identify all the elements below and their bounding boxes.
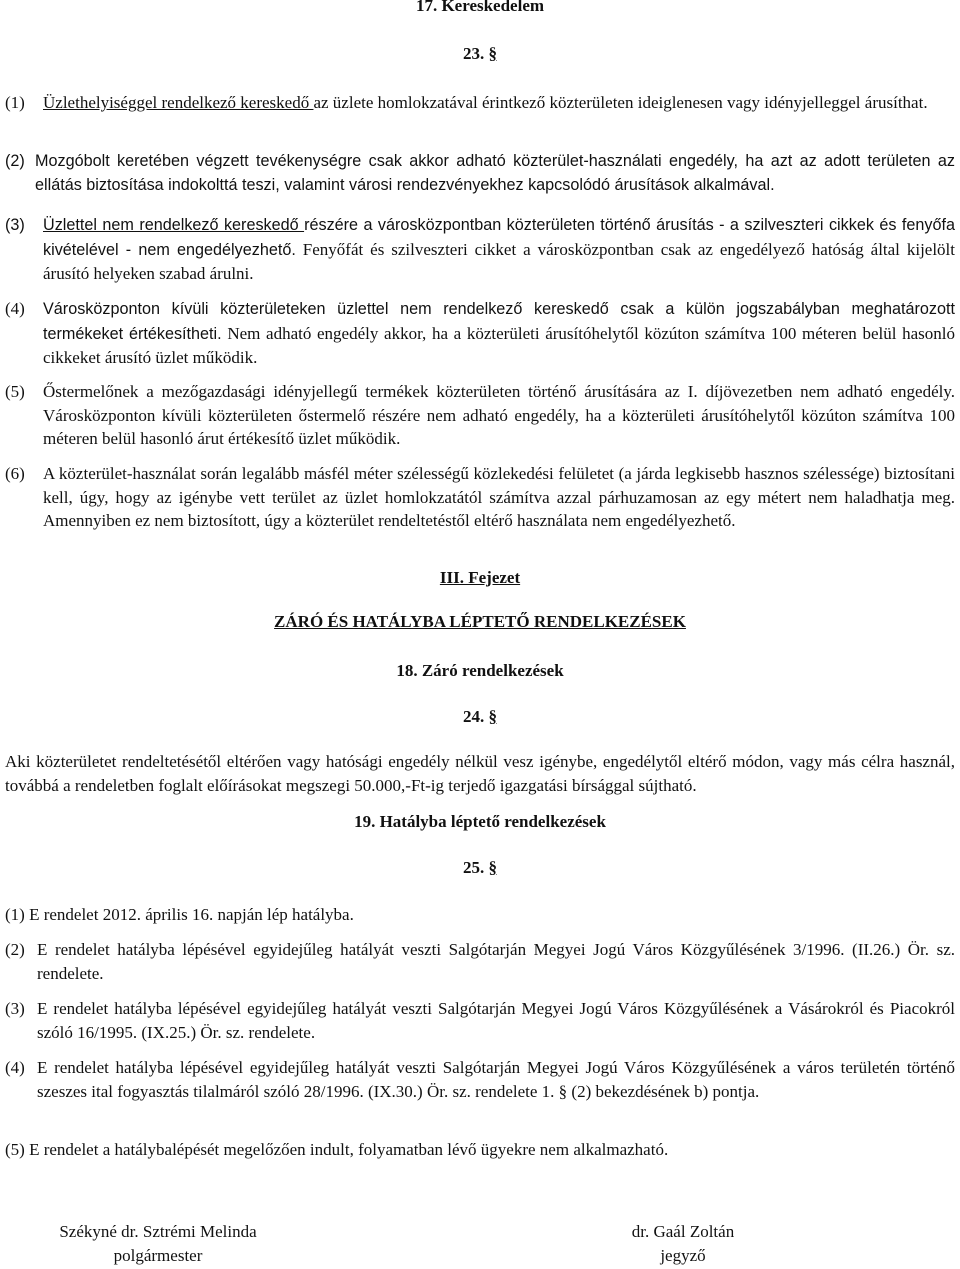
underlined-term: Üzlettel nem rendelkező kereskedő xyxy=(43,216,305,234)
paragraph-text: Aki közterületet rendeltetésétől eltérően vagy hatósági engedély nélkül vesz igénybe, engedélytől eltérő módon, vagy más célra használ, továbbá a rendeletben foglalt előírásokat megszegi 50.000,-Ft-ig terjedő igazgatási bírsággal sújtható. xyxy=(5,752,955,795)
paragraph-text: E rendelet hatályba lépésével egyidejűleg hatályát veszti Salgótarján Megyei Jogú Város Közgyűlésének a város területén történő szeszes ital fogyasztás tilalmáról szóló 28/1996. (IX.30.) Ör. sz. rendelete 1. § (2) bekezdésének b) pontja. xyxy=(37,1058,955,1101)
paragraph-number: (4) xyxy=(5,1058,25,1077)
signature-mayor xyxy=(40,1220,276,1268)
section-number: 25. xyxy=(463,858,485,877)
paragraph-text: E rendelet hatályba lépésével egyidejűleg hatályát veszti Salgótarján Megyei Jogú Város Közgyűlésének 3/1996. (II.26.) Ör. sz. rendelete. xyxy=(37,940,955,983)
section-symbol: § xyxy=(488,707,497,726)
paragraph-25-3 xyxy=(5,997,955,1044)
paragraph-text: részére a városközpontban közterületen történő árusítás - a szilveszteri cikkek és fenyőfa kivételével - nem engedélyezhető. xyxy=(43,216,955,259)
paragraph-25-2 xyxy=(5,938,955,985)
section-19-title: 19. Hatályba léptető rendelkezések xyxy=(354,812,606,831)
section-18-title: 18. Záró rendelkezések xyxy=(396,661,564,680)
section-symbol: § xyxy=(488,858,497,877)
section-number: 24. xyxy=(463,707,485,726)
paragraph-text: (5) E rendelet a hatálybalépését megelőzően indult, folyamatban lévő ügyekre nem alkalmazható. xyxy=(5,1140,669,1159)
paragraph-text-continued: Nem adható engedély akkor, ha a közterületi árusítóhelytől közúton számítva 100 méteren belül hasonló cikkeket árusító üzlet működik. xyxy=(43,323,955,367)
paragraph-number: (3) xyxy=(5,216,25,234)
paragraph-23-4 xyxy=(5,297,955,370)
paragraph-text: (1) E rendelet 2012. április 16. napján lép hatályba. xyxy=(5,905,354,924)
paragraph-number: (5) xyxy=(5,382,25,401)
signatory-role: polgármester xyxy=(113,1246,203,1265)
paragraph-23-1 xyxy=(5,91,955,115)
paragraph-24 xyxy=(5,750,955,797)
paragraph-number: (1) xyxy=(5,93,25,112)
chapter-heading: 17. Kereskedelem xyxy=(415,0,545,15)
paragraph-text: E rendelet hatályba lépésével egyidejűleg hatályát veszti Salgótarján Megyei Jogú Város Közgyűlésének a Vásárokról és Piacokról szóló 16/1995. (IX.25.) Ör. sz. rendelete. xyxy=(37,999,955,1042)
paragraph-text: Őstermelőnek a mezőgazdasági idényjellegű termékek közterületen történő árusítására az I. díjövezetben nem adható engedély. Városközponton kívüli közterületen őstermelő részére nem adható engedély, ha a közterületi árusítóhelytől közúton számítva 100 méteren belül hasonló árut értékesítő üzlet működik. xyxy=(43,382,955,448)
paragraph-text: A közterület-használat során legalább másfél méter szélességű közlekedési felületet (a járda legkisebb hasznos szélessége) biztosítani kell, úgy, hogy az igénybe vett terület az üzlet homlokzatától számítva azzal párhuzamosan az egy métert nem haladhatja meg. Amennyiben ez nem biztosított, úgy a közterület rendeltetéstől eltérő használata nem engedélyezhető. xyxy=(43,464,955,530)
paragraph-number: (3) xyxy=(5,999,25,1018)
chapter-3-heading: III. Fejezet xyxy=(439,568,521,587)
section-25-heading xyxy=(0,858,960,878)
signature-notary xyxy=(608,1220,758,1268)
paragraph-number: (6) xyxy=(5,464,25,483)
paragraph-number: (2) xyxy=(5,152,25,170)
signatory-name: Székyné dr. Sztrémi Melinda xyxy=(59,1222,257,1241)
section-24-heading xyxy=(0,707,960,727)
paragraph-23-6 xyxy=(5,462,955,533)
chapter-3-title: ZÁRÓ ÉS HATÁLYBA LÉPTETŐ RENDELKEZÉSEK xyxy=(274,612,686,631)
paragraph-text: Városközponton kívüli közterületeken üzlettel nem rendelkező kereskedő csak a külön jogszabályban meghatározott termékeket értékesítheti. xyxy=(43,300,955,343)
section-number: 23. xyxy=(463,44,485,63)
paragraph-text: az üzlete homlokzatával érintkező közterületen ideiglenesen vagy idényjelleggel árusíthat. xyxy=(313,93,928,112)
section-23-heading xyxy=(0,44,960,64)
paragraph-number: (2) xyxy=(5,940,25,959)
paragraph-23-5 xyxy=(5,380,955,451)
paragraph-23-2 xyxy=(5,150,955,197)
paragraph-23-3 xyxy=(5,214,955,287)
section-symbol: § xyxy=(488,44,497,63)
paragraph-text: Mozgóbolt keretében végzett tevékenységre csak akkor adható közterület-használati engedély, ha azt az adott területen az ellátás biztosítása indokolttá teszi, valamint városi rendezvényekhez kapcsolódó árusítások alkalmával. xyxy=(35,152,955,194)
paragraph-text-continued: Fenyőfát és szilveszteri cikket a városközpontban csak az engedélyező hatóság által kijelölt árusító helyeken szabad árulni. xyxy=(43,239,956,283)
signatory-role: jegyző xyxy=(660,1246,706,1265)
underlined-term: Üzlethelyiséggel rendelkező kereskedő xyxy=(43,93,314,112)
paragraph-number: (4) xyxy=(5,299,25,318)
paragraph-25-4 xyxy=(5,1056,955,1103)
signatory-name: dr. Gaál Zoltán xyxy=(631,1222,735,1241)
paragraph-25-1 xyxy=(5,903,955,927)
paragraph-25-5 xyxy=(5,1138,955,1162)
